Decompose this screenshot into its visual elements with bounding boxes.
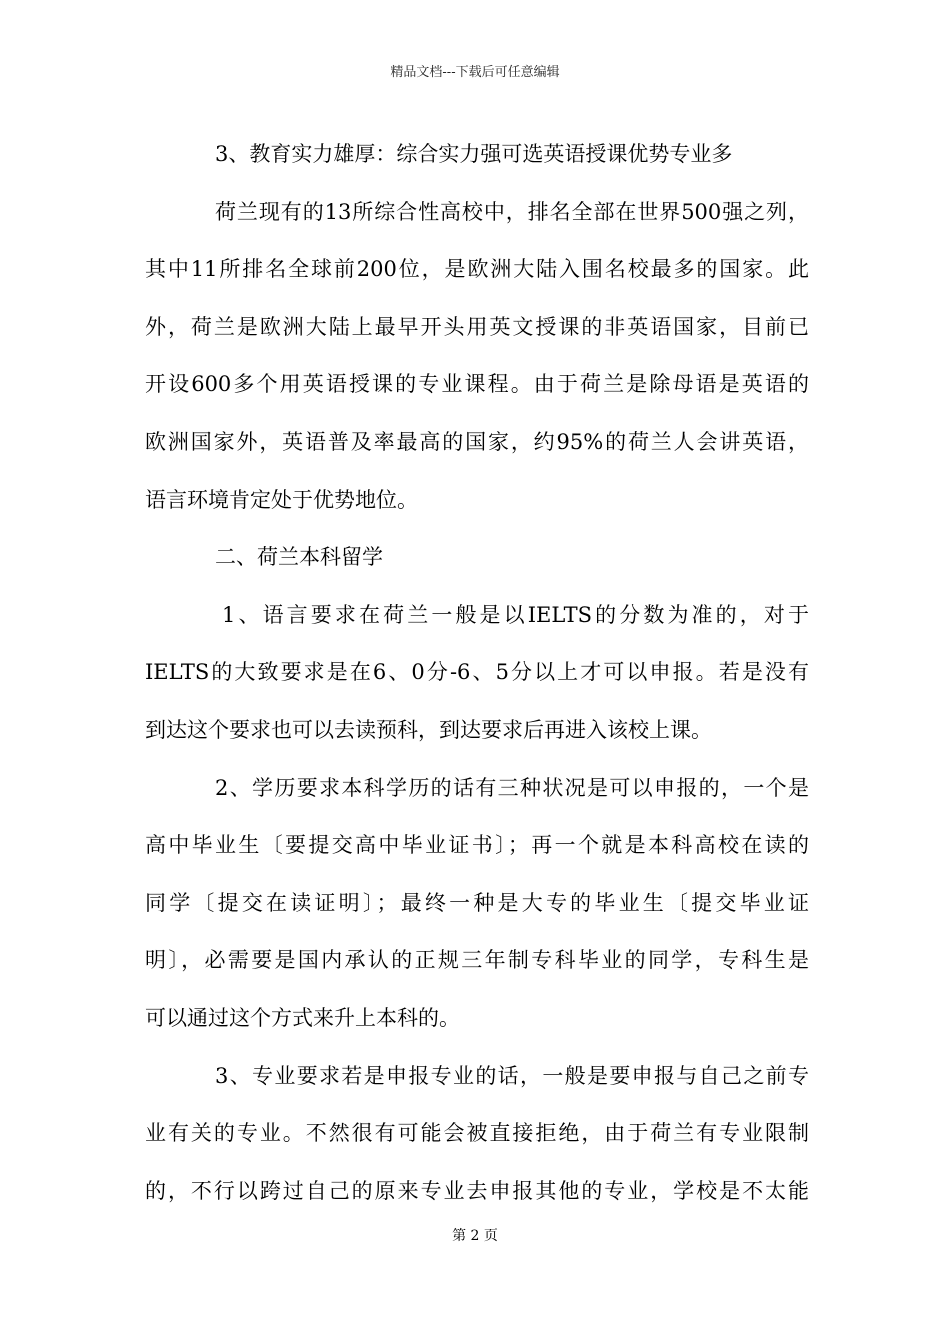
document-body [145,126,809,1220]
paragraph-line: 可以通过这个方式来升上本科的。 [145,1005,460,1030]
page-header [0,64,950,82]
paragraph-line: 1、语言要求在荷兰一般是以IELTS的分数为准的，对于 [222,602,809,627]
paragraph-line: IELTS的大致要求是在6、0分-6、5分以上才可以申报。若是没有 [145,660,809,685]
paragraph-line: 外，荷兰是欧洲大陆上最早开头用英文授课的非英语国家，目前已 [145,314,809,339]
section-heading: 二、荷兰本科留学 [215,545,383,570]
paragraph-line: 荷兰现有的13所综合性高校中，排名全部在世界500强之列， [215,199,809,224]
paragraph-line: 语言环境肯定处于优势地位。 [145,487,418,512]
paragraph-line: 其中11所排名全球前200位，是欧洲大陆入围名校最多的国家。此 [145,257,809,282]
paragraph-line: 同学〔提交在读证明〕；最终一种是大专的毕业生〔提交毕业证 [145,890,809,915]
paragraph-line: 的，不行以跨过自己的原来专业去申报其他的专业，学校是不太能 [145,1178,809,1203]
paragraph-line: 业有关的专业。不然很有可能会被直接拒绝，由于荷兰有专业限制 [145,1121,809,1146]
page-number: 第 2 页 [452,1228,498,1244]
paragraph-line: 欧洲国家外，英语普及率最高的国家，约95%的荷兰人会讲英语， [145,429,809,454]
paragraph-line: 高中毕业生〔要提交高中毕业证书〕；再一个就是本科高校在读的 [145,833,809,858]
section-subheading: 3、教育实力雄厚：综合实力强可选英语授课优势专业多 [215,142,733,166]
paragraph-line: 到达这个要求也可以去读预科，到达要求后再进入该校上课。 [145,717,712,742]
paragraph-line: 开设600多个用英语授课的专业课程。由于荷兰是除母语是英语的 [145,372,809,397]
header-text: 精品文档---下载后可任意编辑 [390,65,560,80]
page-footer [0,1226,950,1246]
paragraph-line: 3、专业要求若是申报专业的话，一般是要申报与自己之前专 [215,1063,809,1088]
paragraph-line: 明〕，必需要是国内承认的正规三年制专科毕业的同学，专科生是 [145,948,809,973]
paragraph-line: 2、学历要求本科学历的话有三种状况是可以申报的，一个是 [215,775,809,800]
